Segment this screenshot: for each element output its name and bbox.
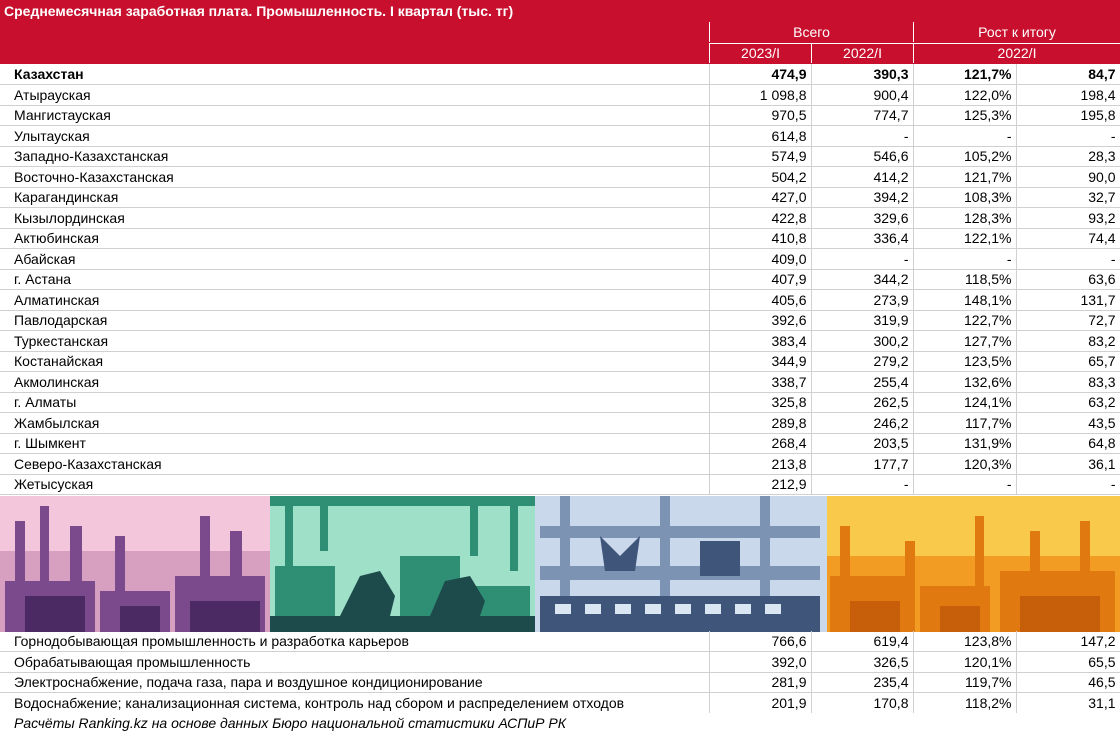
growth-diff: 74,4 [1016,228,1120,249]
growth-diff: 198,4 [1016,85,1120,106]
table-row [0,126,1120,147]
value-2022: 279,2 [811,351,913,372]
table-row [0,652,1120,673]
row-name: Западно-Казахстанская [0,146,709,167]
table-row [0,290,1120,311]
row-name: Костанайская [0,351,709,372]
table-row [0,269,1120,290]
value-2023: 422,8 [709,208,811,229]
header-growth-sub: 2022/I [913,43,1120,63]
row-name: Северо-Казахстанская [0,454,709,475]
growth-percent: 122,0% [913,85,1016,106]
value-2022: 414,2 [811,167,913,188]
growth-diff: 32,7 [1016,187,1120,208]
value-2022: 326,5 [811,652,913,673]
source-footnote: Расчёты Ranking.kz на основе данных Бюро национальной статистики АСПиР РК [0,713,1120,734]
value-2023: 574,9 [709,146,811,167]
growth-diff: 63,6 [1016,269,1120,290]
row-name: Водоснабжение; канализационная система, контроль над сбором и распределением отходов [0,693,709,714]
growth-percent: 123,8% [913,631,1016,652]
growth-percent: 118,2% [913,693,1016,714]
value-2022: 546,6 [811,146,913,167]
table-row [0,228,1120,249]
row-name: г. Астана [0,269,709,290]
growth-diff: 72,7 [1016,310,1120,331]
table-row [0,208,1120,229]
growth-percent: 120,3% [913,454,1016,475]
growth-percent: 132,6% [913,372,1016,393]
growth-percent: 121,7% [913,64,1016,85]
table-row [0,249,1120,270]
table-row [0,331,1120,352]
value-2023: 405,6 [709,290,811,311]
table-row [0,64,1120,85]
row-name: г. Шымкент [0,433,709,454]
table-row [0,392,1120,413]
growth-diff: 131,7 [1016,290,1120,311]
growth-diff: 83,2 [1016,331,1120,352]
header-group-total: Всего [709,22,913,42]
growth-diff: 28,3 [1016,146,1120,167]
value-2022: 273,9 [811,290,913,311]
report-title: Среднемесячная заработная плата. Промышленность. I квартал (тыс. тг) [0,0,1120,22]
growth-diff: 83,3 [1016,372,1120,393]
growth-percent: 122,7% [913,310,1016,331]
row-name: Алматинская [0,290,709,311]
table-header [0,22,1120,64]
table-row [0,474,1120,495]
growth-diff: - [1016,474,1120,495]
value-2022: 255,4 [811,372,913,393]
value-2023: 392,6 [709,310,811,331]
growth-diff: 65,5 [1016,652,1120,673]
row-name: Улытауская [0,126,709,147]
row-name: Карагандинская [0,187,709,208]
row-name: Жамбылская [0,413,709,434]
growth-diff: 31,1 [1016,693,1120,714]
value-2022: 336,4 [811,228,913,249]
growth-diff: - [1016,126,1120,147]
value-2023: 325,8 [709,392,811,413]
value-2023: 407,9 [709,269,811,290]
growth-percent: 124,1% [913,392,1016,413]
value-2023: 338,7 [709,372,811,393]
sectors-table [0,631,1120,714]
table-row [0,433,1120,454]
growth-percent: 120,1% [913,652,1016,673]
growth-percent: 117,7% [913,413,1016,434]
value-2022: 394,2 [811,187,913,208]
table-row [0,454,1120,475]
value-2023: 474,9 [709,64,811,85]
growth-diff: 65,7 [1016,351,1120,372]
value-2022: 329,6 [811,208,913,229]
value-2023: 1 098,8 [709,85,811,106]
row-name: Абайская [0,249,709,270]
row-name: Горнодобывающая промышленность и разработка карьеров [0,631,709,652]
growth-diff: 195,8 [1016,105,1120,126]
value-2023: 383,4 [709,331,811,352]
growth-percent: 128,3% [913,208,1016,229]
row-name: Павлодарская [0,310,709,331]
growth-diff: 43,5 [1016,413,1120,434]
value-2022: 300,2 [811,331,913,352]
value-2023: 504,2 [709,167,811,188]
regions-table [0,64,1120,495]
table-row [0,372,1120,393]
value-2022: - [811,249,913,270]
value-2022: 619,4 [811,631,913,652]
row-name: Электроснабжение, подача газа, пара и воздушное кондиционирование [0,672,709,693]
value-2022: 344,2 [811,269,913,290]
table-row [0,351,1120,372]
table-row [0,146,1120,167]
growth-percent: 131,9% [913,433,1016,454]
value-2022: 900,4 [811,85,913,106]
row-name: Туркестанская [0,331,709,352]
value-2023: 970,5 [709,105,811,126]
table-row [0,85,1120,106]
value-2023: 268,4 [709,433,811,454]
growth-percent: 123,5% [913,351,1016,372]
value-2022: 246,2 [811,413,913,434]
growth-percent: 122,1% [913,228,1016,249]
header-col-2023: 2023/I [709,43,811,63]
value-2022: 390,3 [811,64,913,85]
row-name: Мангистауская [0,105,709,126]
growth-percent: - [913,474,1016,495]
value-2022: 203,5 [811,433,913,454]
value-2022: - [811,474,913,495]
growth-diff: 147,2 [1016,631,1120,652]
value-2023: 427,0 [709,187,811,208]
growth-percent: 108,3% [913,187,1016,208]
value-2022: 774,7 [811,105,913,126]
growth-percent: 105,2% [913,146,1016,167]
growth-percent: 148,1% [913,290,1016,311]
growth-percent: 118,5% [913,269,1016,290]
value-2022: 235,4 [811,672,913,693]
row-name: Актюбинская [0,228,709,249]
value-2023: 212,9 [709,474,811,495]
industrial-illustration [0,496,1120,632]
growth-diff: 93,2 [1016,208,1120,229]
value-2023: 614,8 [709,126,811,147]
row-name: Обрабатывающая промышленность [0,652,709,673]
value-2023: 766,6 [709,631,811,652]
growth-diff: 84,7 [1016,64,1120,85]
value-2023: 281,9 [709,672,811,693]
header-group-growth: Рост к итогу [913,22,1120,42]
growth-percent: 127,7% [913,331,1016,352]
table-row [0,693,1120,714]
value-2023: 410,8 [709,228,811,249]
growth-percent: 125,3% [913,105,1016,126]
value-2023: 213,8 [709,454,811,475]
row-name: Жетысуская [0,474,709,495]
value-2023: 201,9 [709,693,811,714]
value-2022: - [811,126,913,147]
growth-percent: 121,7% [913,167,1016,188]
table-row [0,413,1120,434]
value-2023: 289,8 [709,413,811,434]
growth-percent: - [913,249,1016,270]
value-2022: 170,8 [811,693,913,714]
value-2023: 409,0 [709,249,811,270]
row-name: Казахстан [0,64,709,85]
table-row [0,310,1120,331]
value-2022: 262,5 [811,392,913,413]
growth-percent: - [913,126,1016,147]
growth-diff: 64,8 [1016,433,1120,454]
table-row [0,631,1120,652]
row-name: Атырауская [0,85,709,106]
row-name: г. Алматы [0,392,709,413]
row-name: Кызылординская [0,208,709,229]
value-2022: 177,7 [811,454,913,475]
row-name: Акмолинская [0,372,709,393]
value-2022: 319,9 [811,310,913,331]
row-name: Восточно-Казахстанская [0,167,709,188]
growth-diff: 90,0 [1016,167,1120,188]
growth-diff: - [1016,249,1120,270]
table-row [0,187,1120,208]
growth-percent: 119,7% [913,672,1016,693]
table-row [0,105,1120,126]
header-col-2022: 2022/I [811,43,913,63]
value-2023: 392,0 [709,652,811,673]
growth-diff: 63,2 [1016,392,1120,413]
growth-diff: 36,1 [1016,454,1120,475]
industrial-banner [0,496,1120,632]
table-row [0,672,1120,693]
growth-diff: 46,5 [1016,672,1120,693]
value-2023: 344,9 [709,351,811,372]
table-row [0,167,1120,188]
